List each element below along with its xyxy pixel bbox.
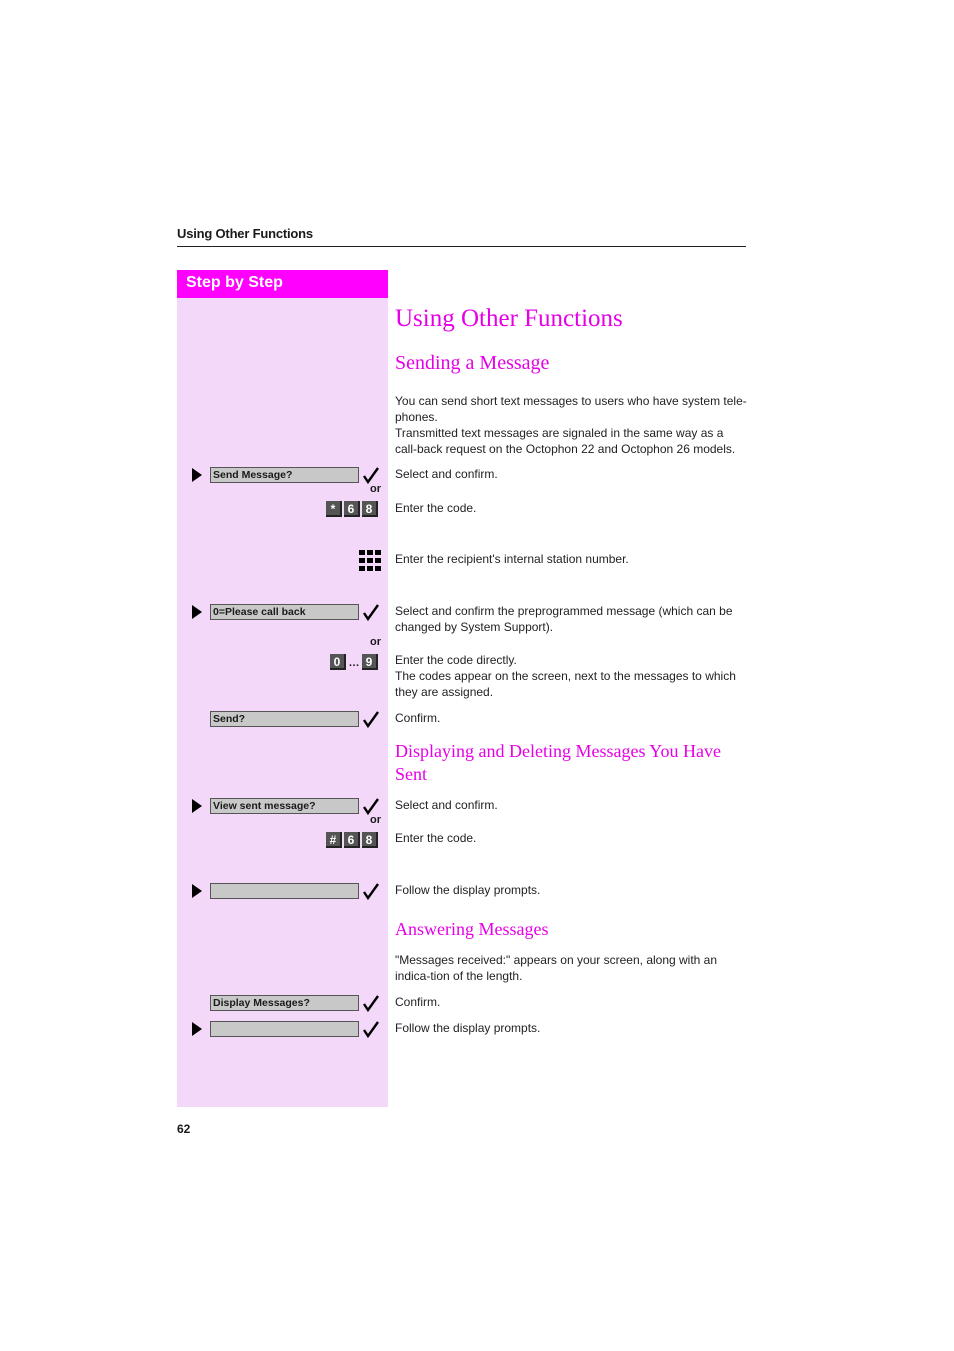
key-6[interactable]: 6 [344, 501, 360, 517]
running-head: Using Other Functions [177, 226, 313, 241]
scroll-arrow-icon[interactable] [192, 884, 202, 898]
key-6[interactable]: 6 [344, 832, 360, 848]
sending-step-1: Select and confirm. [395, 467, 498, 481]
section-heading-answering: Answering Messages [395, 919, 549, 939]
sending-step-5b: The codes appear on the screen, next to the messages to which they are assigned. [395, 669, 736, 699]
keypad-icon[interactable] [359, 550, 381, 572]
key-8[interactable]: 8 [362, 832, 378, 848]
displaying-step-1: Select and confirm. [395, 798, 498, 812]
answering-intro: "Messages received:" appears on your screen, along with an indica-tion of the length. [395, 953, 718, 983]
or-label: or [370, 814, 381, 826]
section-heading-displaying: Displaying and Deleting Messages You Have Sent [395, 741, 721, 784]
confirm-check-icon[interactable] [362, 710, 380, 728]
sending-step-3: Enter the recipient's internal station number. [395, 552, 629, 566]
key-hash[interactable]: # [326, 832, 342, 848]
sending-step-4: Select and confirm the preprogrammed message (which can be changed by System Support). [395, 604, 733, 634]
sending-intro-1: You can send short text messages to users who have system tele-phones. [395, 394, 747, 424]
confirm-check-icon[interactable] [362, 994, 380, 1012]
display-view-sent-message[interactable]: View sent message? [210, 798, 359, 814]
code-keys-hash68[interactable] [326, 832, 378, 848]
code-keys-star68[interactable] [326, 501, 378, 517]
scroll-arrow-icon[interactable] [192, 605, 202, 619]
key-0[interactable]: 0 [330, 654, 346, 670]
answering-step-1: Confirm. [395, 995, 441, 1009]
scroll-arrow-icon[interactable] [192, 468, 202, 482]
confirm-check-icon[interactable] [362, 797, 380, 815]
or-label: or [370, 483, 381, 495]
sending-step-6: Confirm. [395, 711, 441, 725]
key-star[interactable]: * [326, 501, 342, 517]
code-keys-0-9[interactable] [330, 654, 378, 670]
answering-step-2: Follow the display prompts. [395, 1021, 541, 1035]
scroll-arrow-icon[interactable] [192, 799, 202, 813]
display-blank[interactable] [210, 1021, 359, 1037]
display-please-call-back[interactable]: 0=Please call back [210, 604, 359, 620]
sending-intro-2: Transmitted text messages are signaled in the same way as a call-back request on the Octophon 22 and Octophon 26 models. [395, 426, 736, 456]
sending-step-2: Enter the code. [395, 501, 477, 515]
range-ellipsis: … [348, 657, 360, 669]
displaying-step-2: Enter the code. [395, 831, 477, 845]
confirm-check-icon[interactable] [362, 466, 380, 484]
displaying-step-3: Follow the display prompts. [395, 883, 541, 897]
sending-step-5a: Enter the code directly. [395, 653, 517, 667]
section-heading-sending: Sending a Message [395, 352, 550, 374]
confirm-check-icon[interactable] [362, 1020, 380, 1038]
or-label: or [370, 636, 381, 648]
key-9[interactable]: 9 [362, 654, 378, 670]
confirm-check-icon[interactable] [362, 882, 380, 900]
header-rule [177, 246, 746, 247]
page-number: 62 [177, 1122, 191, 1136]
display-send[interactable]: Send? [210, 711, 359, 727]
key-8[interactable]: 8 [362, 501, 378, 517]
display-blank[interactable] [210, 883, 359, 899]
step-sidebar [177, 298, 388, 1107]
scroll-arrow-icon[interactable] [192, 1022, 202, 1036]
display-send-message[interactable]: Send Message? [210, 467, 359, 483]
sidebar-title: Step by Step [177, 270, 388, 298]
display-display-messages[interactable]: Display Messages? [210, 995, 359, 1011]
confirm-check-icon[interactable] [362, 603, 380, 621]
page-title: Using Other Functions [395, 305, 623, 332]
